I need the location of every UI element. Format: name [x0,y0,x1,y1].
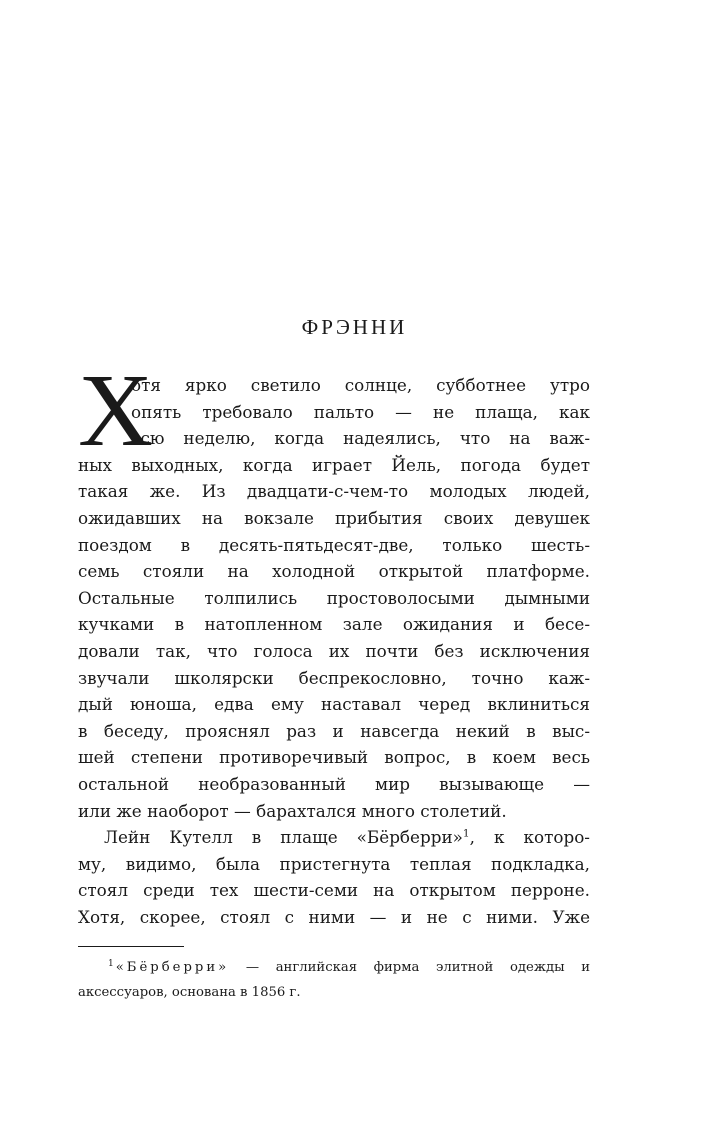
text-line: шей степени противоречивый вопрос, в коем весь [78,747,590,768]
text-line: дый юноша, едва ему наставал черед вклиниться [78,694,590,715]
text-line: всю неделю, когда надеялись, что на важ- [131,428,590,449]
text-segment: , к которо- [469,827,590,848]
text-segment: Лейн Кутелл в плаще «Бёрберри» [104,827,463,848]
footnote-text: — английская фирма элитной одежды и [229,960,590,975]
text-line: Остальные толпились простоволосыми дымными [78,587,590,608]
chapter-title: ФРЭННИ [301,315,408,339]
text-line: кучками в натопленном зале ожидания и бесе- [78,614,590,635]
footnote-line: аксессуаров, основана в 1856 г. [78,985,301,1000]
footnote-number: 1 [108,958,114,969]
text-line: семь стояли на холодной открытой платформе. [78,561,590,582]
text-line: звучали школярски беспрекословно, точно каж- [78,667,590,688]
footnote-rule [78,946,184,947]
text-line: поездом в десять-пятьдесят-две, только шесть- [78,534,590,555]
text-line [78,824,590,851]
text-line: му, видимо, была пристегнута теплая подкладка, [78,853,590,874]
text-line: отя ярко светило солнце, субботнее утро [131,375,590,395]
text-line: или же наоборот — барахтался много столетий. [78,800,507,821]
text-line: ожидавших на вокзале прибытия своих девушек [78,507,590,528]
text-line: ных выходных, когда играет Йель, погода будет [78,454,590,475]
body-text [78,372,590,930]
text-line: остальной необразованный мир вызывающе — [78,773,590,794]
text-line: Хотя, скорее, стоял с ними — и не с ними. Уже [78,906,590,927]
text-line: такая же. Из двадцати-с-чем-то молодых людей, [78,481,590,502]
text-line: опять требовало пальто — не плаща, как [131,401,590,422]
drop-cap: Х [78,353,154,468]
text-line: довали так, что голоса их почти без исключения [78,640,590,661]
text-line: в беседу, прояснял раз и навсегда некий в выс- [78,720,590,741]
footnote-term: «Бёрберри» [115,960,230,975]
footnote-marker: 1 [462,827,470,840]
footnote-line [78,955,590,980]
text-line: стоял среди тех шести-семи на открытом перроне. [78,880,590,901]
footnote [78,955,590,1005]
